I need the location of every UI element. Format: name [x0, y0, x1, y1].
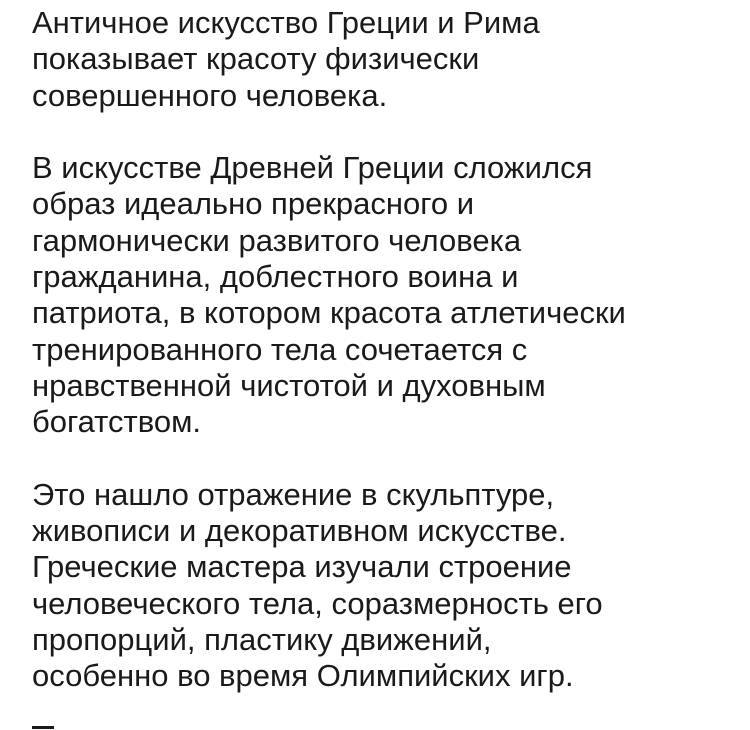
paragraph-gap — [32, 114, 742, 150]
text-line: особенно во время Олимпийских игр. — [32, 658, 574, 694]
paragraph-gap — [32, 441, 742, 477]
paragraph-2 — [32, 150, 742, 440]
text-line: человеческого тела, соразмерность его — [32, 585, 603, 621]
cut-off-next-line — [32, 726, 54, 729]
text-line: Античное искусство Греции и Рима — [32, 5, 540, 40]
text-line: гражданина, доблестного воина и — [32, 259, 519, 295]
text-line: гармонически развитого человека — [32, 222, 522, 258]
text-line: патриота, в котором красота атлетически — [32, 295, 626, 331]
text-line: богатством. — [32, 404, 202, 440]
text-line: совершенного человека. — [32, 77, 388, 113]
paragraph-1 — [32, 5, 742, 114]
article-text — [32, 5, 742, 695]
text-line: В искусстве Древней Греции сложился — [32, 150, 593, 186]
text-line: образ идеально прекрасного и — [32, 186, 475, 222]
text-line: живописи и декоративном искусстве. — [32, 513, 567, 549]
text-line: пропорций, пластику движений, — [32, 622, 492, 658]
text-line: показывает красоту физически — [32, 41, 480, 77]
text-line: Греческие мастера изучали строение — [32, 549, 572, 585]
text-line: тренированного тела сочетается с — [32, 331, 528, 367]
paragraph-3 — [32, 477, 742, 695]
text-line: Это нашло отражение в скульптуре, — [32, 476, 555, 512]
text-line: нравственной чистотой и духовным — [32, 367, 546, 403]
